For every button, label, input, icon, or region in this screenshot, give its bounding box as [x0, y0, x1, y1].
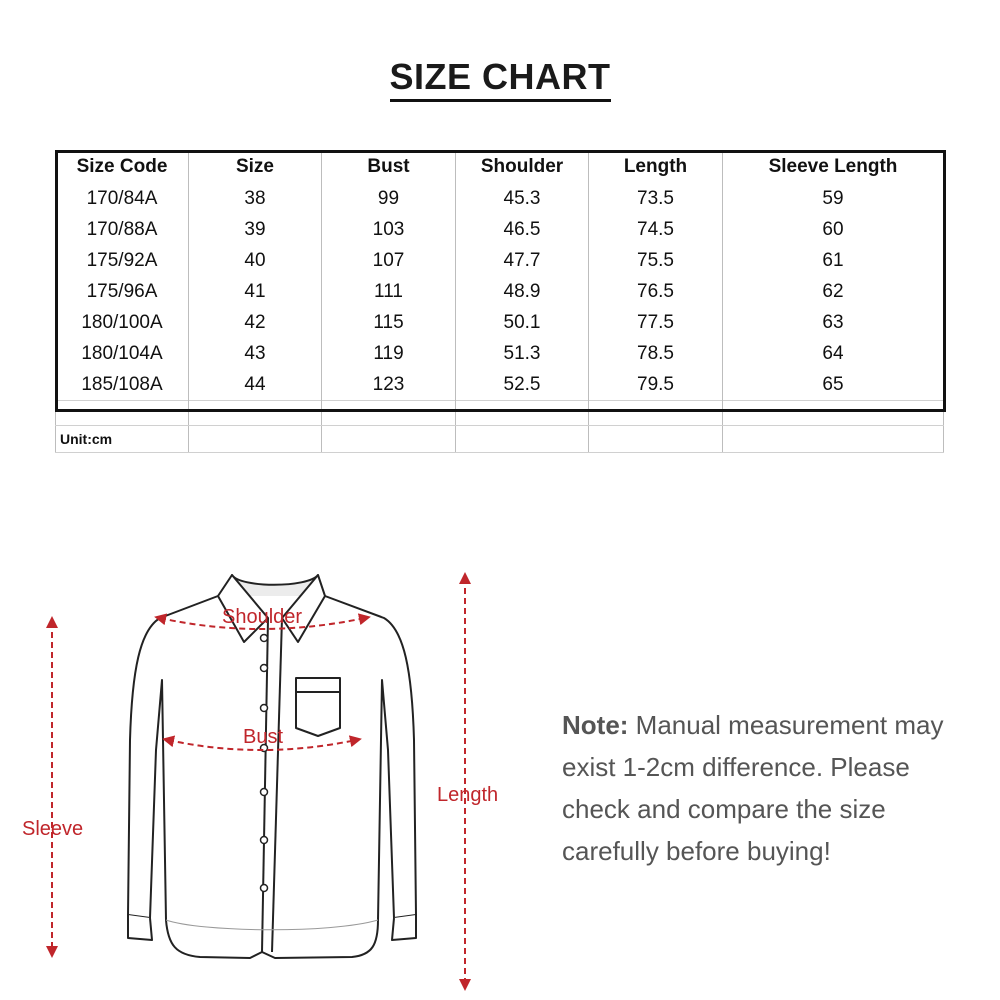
- header-shoulder: Shoulder: [456, 150, 589, 183]
- table-cell: 41: [189, 276, 322, 307]
- table-cell: 48.9: [456, 276, 589, 307]
- table-cell: 180/100A: [56, 307, 189, 338]
- table-cell: 78.5: [589, 338, 723, 369]
- measurement-note: [562, 704, 982, 872]
- table-cell: 65: [723, 369, 944, 401]
- table-cell: 45.3: [456, 183, 589, 214]
- table-cell: 44: [189, 369, 322, 401]
- empty-cell: [56, 401, 189, 426]
- table-cell: 73.5: [589, 183, 723, 214]
- table-cell: 99: [322, 183, 456, 214]
- empty-cell: [322, 401, 456, 426]
- table-cell: 75.5: [589, 245, 723, 276]
- table-cell: 43: [189, 338, 322, 369]
- header-size-code: Size Code: [56, 150, 189, 183]
- table-cell: 119: [322, 338, 456, 369]
- table-cell: 74.5: [589, 214, 723, 245]
- table-cell: 123: [322, 369, 456, 401]
- sleeve-label: Sleeve: [22, 818, 84, 840]
- size-chart-title: [0, 56, 1000, 98]
- empty-row: [56, 401, 944, 426]
- table-cell: 46.5: [456, 214, 589, 245]
- table-header-row: [56, 150, 944, 183]
- size-table-container: [55, 150, 945, 453]
- table-cell: 185/108A: [56, 369, 189, 401]
- empty-cell: [456, 426, 589, 453]
- table-cell: 64: [723, 338, 944, 369]
- table-row: [56, 214, 944, 245]
- table-cell: 79.5: [589, 369, 723, 401]
- table-cell: 62: [723, 276, 944, 307]
- table-cell: 175/92A: [56, 245, 189, 276]
- note-heading: Note:: [562, 710, 629, 740]
- table-cell: 42: [189, 307, 322, 338]
- empty-cell: [589, 401, 723, 426]
- table-row: [56, 245, 944, 276]
- length-label: Length: [437, 784, 499, 806]
- table-cell: 39: [189, 214, 322, 245]
- empty-cell: [589, 426, 723, 453]
- table-row: [56, 338, 944, 369]
- table-cell: 52.5: [456, 369, 589, 401]
- table-row: [56, 183, 944, 214]
- table-cell: 111: [322, 276, 456, 307]
- table-cell: 170/88A: [56, 214, 189, 245]
- table-row: [56, 369, 944, 401]
- table-cell: 115: [322, 307, 456, 338]
- table-cell: 50.1: [456, 307, 589, 338]
- shoulder-label: Shoulder: [222, 606, 303, 628]
- table-cell: 63: [723, 307, 944, 338]
- header-bust: Bust: [322, 150, 456, 183]
- table-body: [56, 183, 944, 453]
- table-cell: 60: [723, 214, 944, 245]
- empty-cell: [189, 426, 322, 453]
- shirt-icon: [128, 575, 416, 958]
- empty-cell: [456, 401, 589, 426]
- table-cell: 61: [723, 245, 944, 276]
- table-cell: 107: [322, 245, 456, 276]
- empty-cell: [322, 426, 456, 453]
- empty-cell: [723, 426, 944, 453]
- unit-label: Unit:cm: [56, 426, 189, 453]
- table-cell: 170/84A: [56, 183, 189, 214]
- table-cell: 40: [189, 245, 322, 276]
- header-length: Length: [589, 150, 723, 183]
- table-cell: 103: [322, 214, 456, 245]
- note-text: Manual measurement may exist 1-2cm difference. Please check and compare the size carefully before buying!: [562, 710, 944, 866]
- table-row: [56, 307, 944, 338]
- table-cell: 59: [723, 183, 944, 214]
- header-size: Size: [189, 150, 322, 183]
- shirt-measurement-diagram: [0, 560, 540, 1000]
- table-cell: 76.5: [589, 276, 723, 307]
- table-cell: 38: [189, 183, 322, 214]
- bust-label: Bust: [243, 726, 284, 748]
- title-text: SIZE CHART: [390, 56, 611, 102]
- table-row: [56, 276, 944, 307]
- table-cell: 77.5: [589, 307, 723, 338]
- unit-row: [56, 426, 944, 453]
- table-cell: 180/104A: [56, 338, 189, 369]
- table-cell: 51.3: [456, 338, 589, 369]
- table-cell: 175/96A: [56, 276, 189, 307]
- empty-cell: [189, 401, 322, 426]
- table-cell: 47.7: [456, 245, 589, 276]
- empty-cell: [723, 401, 944, 426]
- header-sleeve-length: Sleeve Length: [723, 150, 944, 183]
- size-table: [55, 150, 944, 453]
